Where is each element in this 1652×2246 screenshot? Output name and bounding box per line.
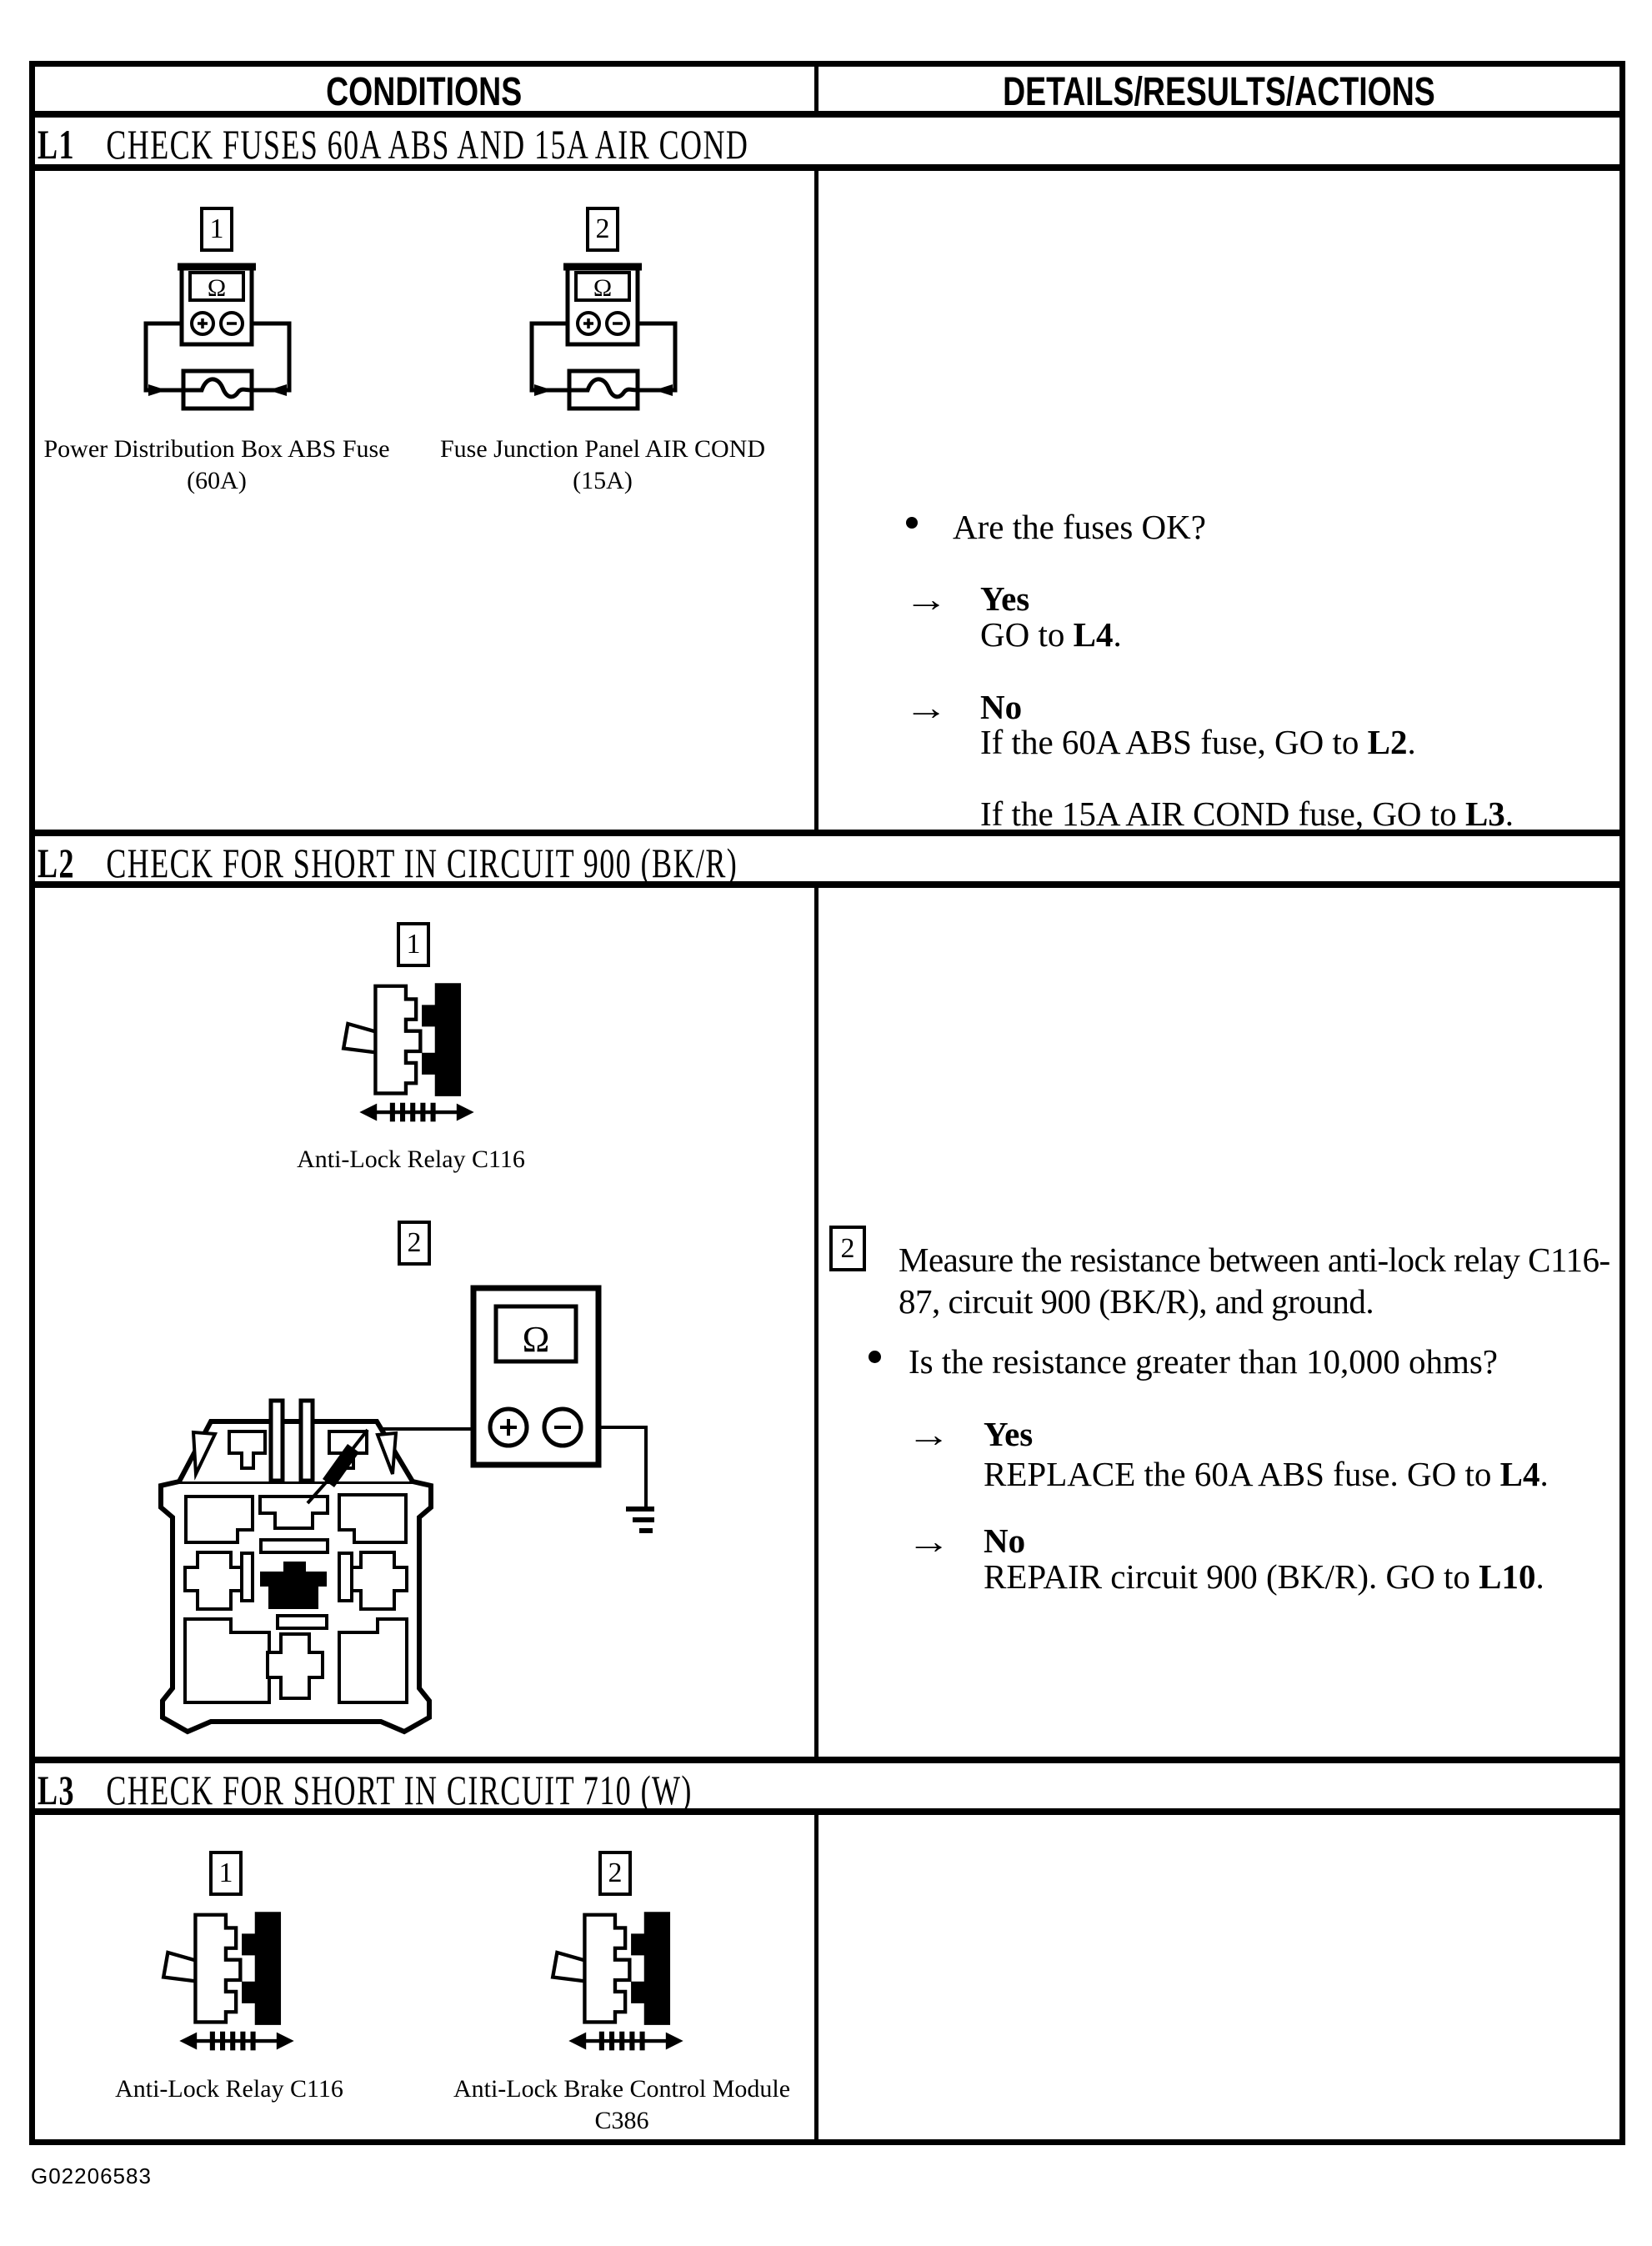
disconnect-tick [640, 2032, 645, 2051]
disconnect-tick [619, 2032, 624, 2051]
connector-half-outline [584, 1915, 629, 2023]
step-number: 2 [840, 1232, 855, 1264]
caption-line: Power Distribution Box ABS Fuse [43, 435, 390, 463]
disconnect-tick [629, 2032, 634, 2051]
disconnect-tick [390, 1103, 395, 1122]
probe-arrowhead [148, 384, 167, 396]
step-instruction: Measure the resistance between anti-lock relay C116-87, circuit 900 (BK/R), and ground. [899, 1241, 1610, 1321]
probe-arrowhead [268, 384, 287, 396]
step-number-box [397, 922, 430, 967]
disconnect-tick [400, 1103, 405, 1122]
connector-latch [553, 1953, 588, 1982]
disconnect-arrow-icon [666, 2033, 683, 2050]
step-number: 1 [209, 213, 224, 244]
result-arrow-icon: → [904, 689, 949, 728]
disconnect-tick [609, 2032, 614, 2051]
disconnect-tick [230, 2032, 235, 2051]
disconnect-tick [431, 1103, 436, 1122]
relay-socket-test-diagram [138, 1271, 654, 1751]
test-lead-wire [250, 323, 289, 390]
section-l2-title [38, 840, 738, 885]
disconnect-connector-icon [153, 1908, 320, 2053]
test-lead-wire [532, 323, 569, 390]
connector-latch [343, 1024, 378, 1053]
figure-caption [419, 434, 786, 497]
disconnect-connector-icon [543, 1908, 709, 2053]
probe-arrowhead [654, 384, 673, 396]
yes-action: GO to L4. [980, 615, 1122, 654]
no-label: No [984, 1522, 1026, 1560]
column-divider [814, 888, 818, 1757]
result-arrow-icon: → [907, 1523, 951, 1562]
disconnect-tick [220, 2032, 225, 2051]
column-divider [814, 171, 818, 830]
step-number: 2 [595, 213, 610, 244]
no-action: REPAIR circuit 900 (BK/R). GO to L10. [984, 1557, 1544, 1596]
yes-label: Yes [980, 579, 1030, 618]
disconnect-tick [251, 2032, 256, 2051]
figure-id: G02206583 [31, 2163, 152, 2188]
disconnect-tick [410, 1103, 415, 1122]
probe-arrowhead [534, 384, 553, 396]
caption-line: Anti-Lock Relay C116 [297, 1146, 525, 1173]
caption-line: C386 [594, 2107, 649, 2134]
figure-caption [46, 2073, 413, 2105]
step-number-box [398, 1221, 431, 1266]
section-l2-id: L2 [38, 840, 75, 886]
result-arrow-icon: → [904, 581, 949, 619]
no-action: If the 60A ABS fuse, GO to L2. [980, 723, 1416, 761]
disconnect-arrow-icon [179, 2033, 197, 2050]
ohm-symbol: Ω [522, 1319, 550, 1360]
caption-line: Anti-Lock Relay C116 [115, 2075, 343, 2103]
fuse-ohmmeter-diagram [526, 258, 684, 425]
step-number: 1 [406, 929, 421, 960]
ohm-symbol: Ω [593, 274, 613, 302]
section-l1-id: L1 [38, 121, 75, 168]
column-header-conditions: CONDITIONS [326, 70, 523, 114]
figure-caption [33, 434, 400, 497]
step-number-box [598, 1851, 632, 1896]
yes-label: Yes [984, 1415, 1034, 1453]
yes-action: REPLACE the 60A ABS fuse. GO to L4. [984, 1455, 1549, 1493]
disconnect-tick [240, 2032, 245, 2051]
step-number-box [586, 207, 619, 252]
figure-caption [228, 1144, 594, 1176]
ground-icon [626, 1509, 654, 1531]
connector-latch [163, 1953, 198, 1982]
disconnect-connector-icon [333, 979, 500, 1124]
caption-rating: (15A) [573, 467, 633, 494]
rule-above-l3-title [29, 1757, 1625, 1763]
fuse-ohmmeter-diagram [140, 258, 298, 425]
disconnect-tick [420, 1103, 425, 1122]
section-l2-heading: CHECK FOR SHORT IN CIRCUIT 900 (BK/R) [106, 840, 738, 886]
disconnect-arrow-icon [568, 2033, 586, 2050]
disconnect-tick [599, 2032, 604, 2051]
step-number: 1 [218, 1857, 233, 1888]
result-arrow-icon: → [907, 1416, 951, 1455]
section-l1-heading: CHECK FUSES 60A ABS AND 15A AIR COND [106, 121, 749, 168]
step-number-box [200, 207, 233, 252]
disconnect-arrow-icon [277, 2033, 294, 2050]
bullet-icon [906, 517, 918, 529]
no-action: If the 15A AIR COND fuse, GO to L3. [980, 795, 1514, 833]
column-header-details: DETAILS/RESULTS/ACTIONS [1003, 70, 1435, 114]
section-l1-title [38, 122, 748, 167]
caption-line: Fuse Junction Panel AIR COND [440, 435, 765, 463]
section-l3-id: L3 [38, 1767, 75, 1813]
test-lead-wire [636, 323, 675, 390]
test-lead-wire [146, 323, 183, 390]
caption-line: Anti-Lock Brake Control Module [453, 2075, 791, 2103]
connector-half-solid [422, 983, 461, 1096]
disconnect-arrow-icon [457, 1104, 474, 1121]
connector-half-solid [242, 1912, 281, 2025]
connector-half-outline [375, 986, 420, 1094]
bullet-icon [869, 1351, 881, 1363]
step-number-box [829, 1226, 866, 1271]
disconnect-arrow-icon [359, 1104, 377, 1121]
step-number: 2 [407, 1227, 422, 1258]
step-number: 2 [608, 1857, 623, 1888]
section-l3-title [38, 1767, 693, 1812]
ohm-symbol: Ω [207, 274, 227, 302]
connector-half-solid [631, 1912, 670, 2025]
question-text: Is the resistance greater than 10,000 ohms? [909, 1342, 1499, 1381]
connector-half-outline [195, 1915, 240, 2023]
no-label: No [980, 688, 1023, 726]
figure-caption [438, 2073, 805, 2137]
step-number-box [209, 1851, 243, 1896]
caption-rating: (60A) [187, 467, 247, 494]
section-l3-heading: CHECK FOR SHORT IN CIRCUIT 710 (W) [106, 1767, 693, 1813]
column-divider [814, 1815, 818, 2139]
disconnect-tick [210, 2032, 215, 2051]
question-text: Are the fuses OK? [953, 508, 1206, 546]
